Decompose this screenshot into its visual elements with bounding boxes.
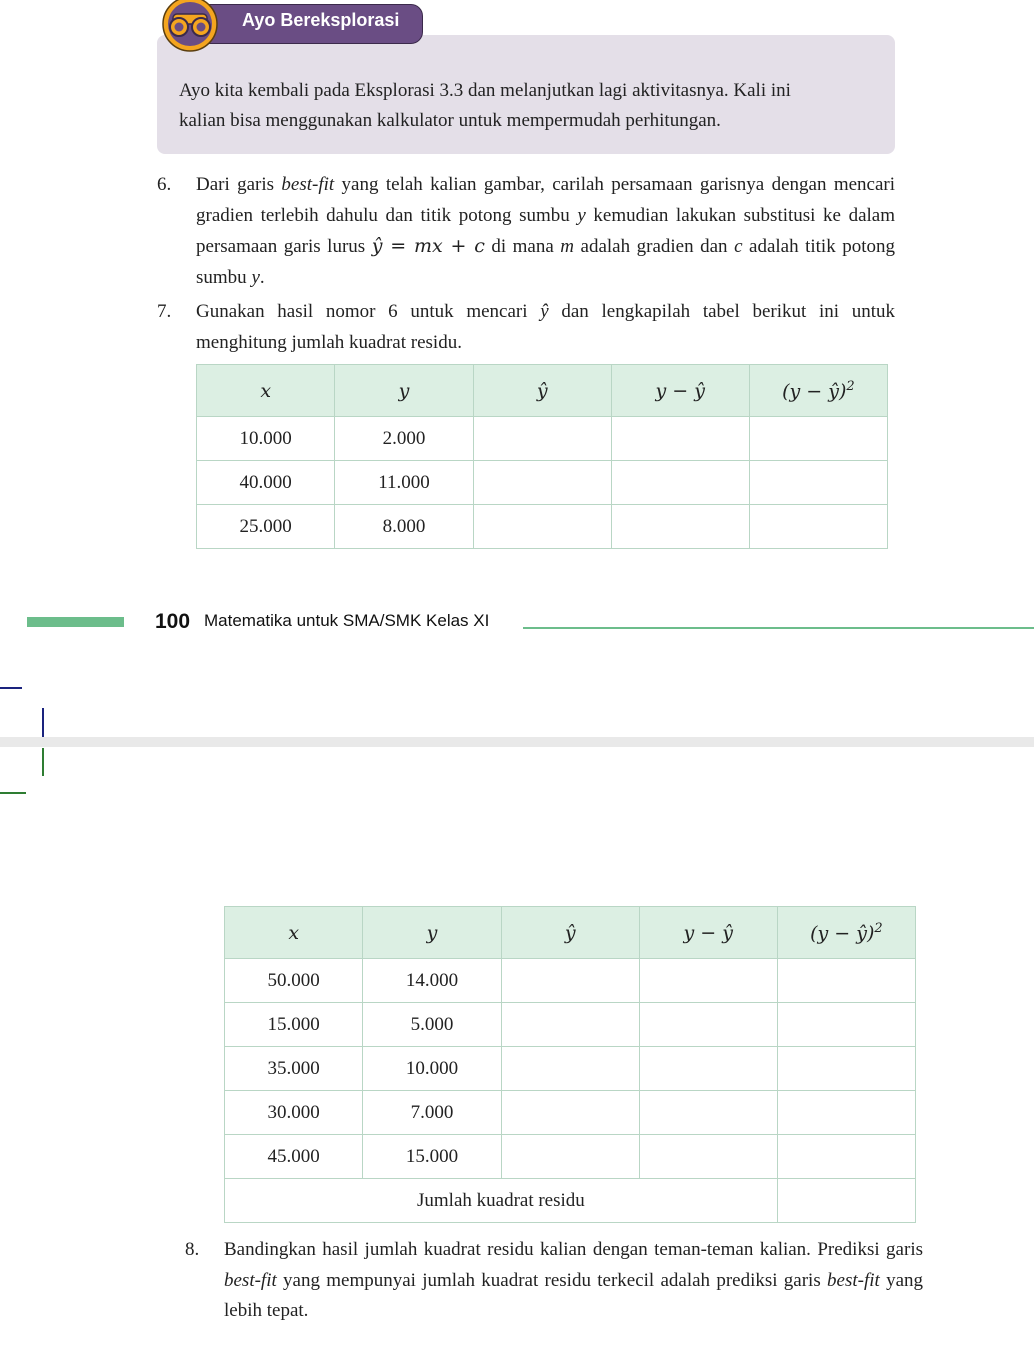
item-7-part: Gunakan hasil nomor 6 untuk mencari bbox=[196, 301, 541, 322]
var-m: m bbox=[560, 236, 575, 257]
cell-yhat bbox=[501, 959, 639, 1003]
cell-y: 8.000 bbox=[335, 505, 473, 549]
cell-residual-squared bbox=[777, 959, 915, 1003]
total-label: Jumlah kuadrat residu bbox=[225, 1179, 778, 1223]
cell-residual-squared bbox=[777, 1135, 915, 1179]
item-7-part: dan lengkapilah tabel berikut ini untuk menghitung jumlah kuadrat residu. bbox=[196, 301, 895, 353]
cell-residual-squared bbox=[777, 1091, 915, 1135]
cell-yhat bbox=[473, 461, 611, 505]
page-separator bbox=[0, 737, 1034, 747]
item-7-number: 7. bbox=[157, 301, 172, 322]
exploration-text-line-1: Ayo kita kembali pada Eksplorasi 3.3 dan melanjutkan lagi aktivitasnya. Kali ini bbox=[179, 80, 791, 101]
cell-x: 30.000 bbox=[225, 1091, 363, 1135]
item-6-part: kemudian lakukan substitusi ke dalam persamaan garis lurus bbox=[196, 204, 895, 257]
cell-residual-squared bbox=[749, 505, 887, 549]
footer-line bbox=[523, 627, 1034, 629]
item-6-part: adalah gradien dan bbox=[574, 236, 735, 257]
crop-mark bbox=[42, 748, 44, 776]
cell-yhat bbox=[473, 417, 611, 461]
cell-yhat bbox=[501, 1047, 639, 1091]
exploration-text-line-2: kalian bisa menggunakan kalkulator untuk mempermudah perhitungan. bbox=[179, 110, 721, 131]
item-8-part: yang mempunyai jumlah kuadrat residu terkecil adalah prediksi garis bbox=[276, 1269, 828, 1291]
binoculars-icon bbox=[156, 0, 224, 58]
page-number: 100 bbox=[155, 610, 191, 633]
var-c: c bbox=[734, 236, 743, 257]
cell-residual bbox=[639, 1047, 777, 1091]
item-7-text bbox=[196, 297, 895, 358]
exploration-text bbox=[179, 76, 879, 136]
eq-line: = mx + c bbox=[382, 235, 485, 257]
item-6-part: . bbox=[259, 266, 265, 288]
item-8-text bbox=[224, 1235, 923, 1327]
table-row bbox=[197, 505, 888, 549]
header-residual-squared bbox=[749, 365, 887, 417]
eq-yhat: ŷ bbox=[371, 235, 383, 257]
table-row bbox=[225, 1047, 916, 1091]
crop-mark bbox=[0, 792, 26, 794]
header-yhat: ŷ bbox=[501, 907, 639, 959]
cell-residual-squared bbox=[777, 1003, 915, 1047]
cell-residual bbox=[639, 959, 777, 1003]
cell-y: 14.000 bbox=[363, 959, 501, 1003]
cell-x: 40.000 bbox=[197, 461, 335, 505]
var-yhat: ŷ bbox=[540, 301, 549, 322]
cell-x: 35.000 bbox=[225, 1047, 363, 1091]
header-sq-base: (y − ŷ) bbox=[782, 380, 847, 403]
item-6-part: yang telah kalian gambar, carilah persamaan garisnya dengan mencari gradien terlebih dahulu dan titik potong sumbu bbox=[196, 174, 895, 226]
table-header-row bbox=[197, 365, 888, 417]
cell-residual bbox=[611, 417, 749, 461]
item-6-part: Dari garis bbox=[196, 174, 282, 195]
cell-residual-squared bbox=[749, 417, 887, 461]
item-8-best-fit: best-fit bbox=[224, 1269, 277, 1291]
footer-bar bbox=[27, 617, 124, 627]
header-y: y bbox=[335, 365, 473, 417]
cell-residual bbox=[611, 461, 749, 505]
table-total-row bbox=[225, 1179, 916, 1223]
table-row bbox=[197, 417, 888, 461]
table-row bbox=[225, 1091, 916, 1135]
cell-residual bbox=[611, 505, 749, 549]
table-row bbox=[225, 959, 916, 1003]
cell-residual bbox=[639, 1003, 777, 1047]
cell-y: 7.000 bbox=[363, 1091, 501, 1135]
item-8-part: Bandingkan hasil jumlah kuadrat residu kalian dengan teman-teman kalian. Prediksi garis bbox=[224, 1239, 923, 1260]
cell-residual-squared bbox=[749, 461, 887, 505]
table-row bbox=[225, 1135, 916, 1179]
cell-y: 15.000 bbox=[363, 1135, 501, 1179]
table-header-row bbox=[225, 907, 916, 959]
table-row bbox=[225, 1003, 916, 1047]
item-6-number: 6. bbox=[157, 174, 172, 195]
cell-y: 5.000 bbox=[363, 1003, 501, 1047]
cell-residual bbox=[639, 1135, 777, 1179]
header-residual: y − ŷ bbox=[639, 907, 777, 959]
cell-yhat bbox=[473, 505, 611, 549]
item-8-number: 8. bbox=[185, 1239, 200, 1260]
cell-residual-squared bbox=[777, 1047, 915, 1091]
header-residual: y − ŷ bbox=[611, 365, 749, 417]
cell-y: 11.000 bbox=[335, 461, 473, 505]
header-sq-exp: 2 bbox=[874, 920, 883, 936]
cell-y: 2.000 bbox=[335, 417, 473, 461]
cell-x: 25.000 bbox=[197, 505, 335, 549]
item-6-best-fit: best-fit bbox=[281, 174, 335, 195]
total-value bbox=[777, 1179, 915, 1223]
item-6-part: di mana bbox=[484, 236, 561, 257]
var-y: y bbox=[251, 266, 260, 288]
item-8-part: yang lebih tepat. bbox=[224, 1269, 924, 1321]
book-title: Matematika untuk SMA/SMK Kelas XI bbox=[204, 611, 490, 630]
header-y: y bbox=[363, 907, 501, 959]
header-sq-base: (y − ŷ) bbox=[810, 922, 875, 945]
cell-y: 10.000 bbox=[363, 1047, 501, 1091]
header-yhat: ŷ bbox=[473, 365, 611, 417]
item-6-text bbox=[196, 170, 895, 293]
cell-residual bbox=[639, 1091, 777, 1135]
header-sq-exp: 2 bbox=[846, 378, 855, 394]
residual-table-1 bbox=[196, 364, 888, 549]
header-residual-squared bbox=[777, 907, 915, 959]
cell-yhat bbox=[501, 1135, 639, 1179]
header-x: x bbox=[225, 907, 363, 959]
crop-mark bbox=[42, 708, 44, 738]
var-y: y bbox=[577, 204, 586, 226]
header-x: x bbox=[197, 365, 335, 417]
crop-mark bbox=[0, 687, 22, 689]
cell-yhat bbox=[501, 1003, 639, 1047]
residual-table-2 bbox=[224, 906, 916, 1223]
cell-x: 45.000 bbox=[225, 1135, 363, 1179]
cell-yhat bbox=[501, 1091, 639, 1135]
cell-x: 15.000 bbox=[225, 1003, 363, 1047]
exploration-title: Ayo Bereksplorasi bbox=[242, 10, 400, 30]
item-6-part: adalah titik potong sumbu bbox=[196, 236, 895, 288]
item-8-best-fit: best-fit bbox=[827, 1269, 880, 1291]
table-row bbox=[197, 461, 888, 505]
cell-x: 10.000 bbox=[197, 417, 335, 461]
cell-x: 50.000 bbox=[225, 959, 363, 1003]
